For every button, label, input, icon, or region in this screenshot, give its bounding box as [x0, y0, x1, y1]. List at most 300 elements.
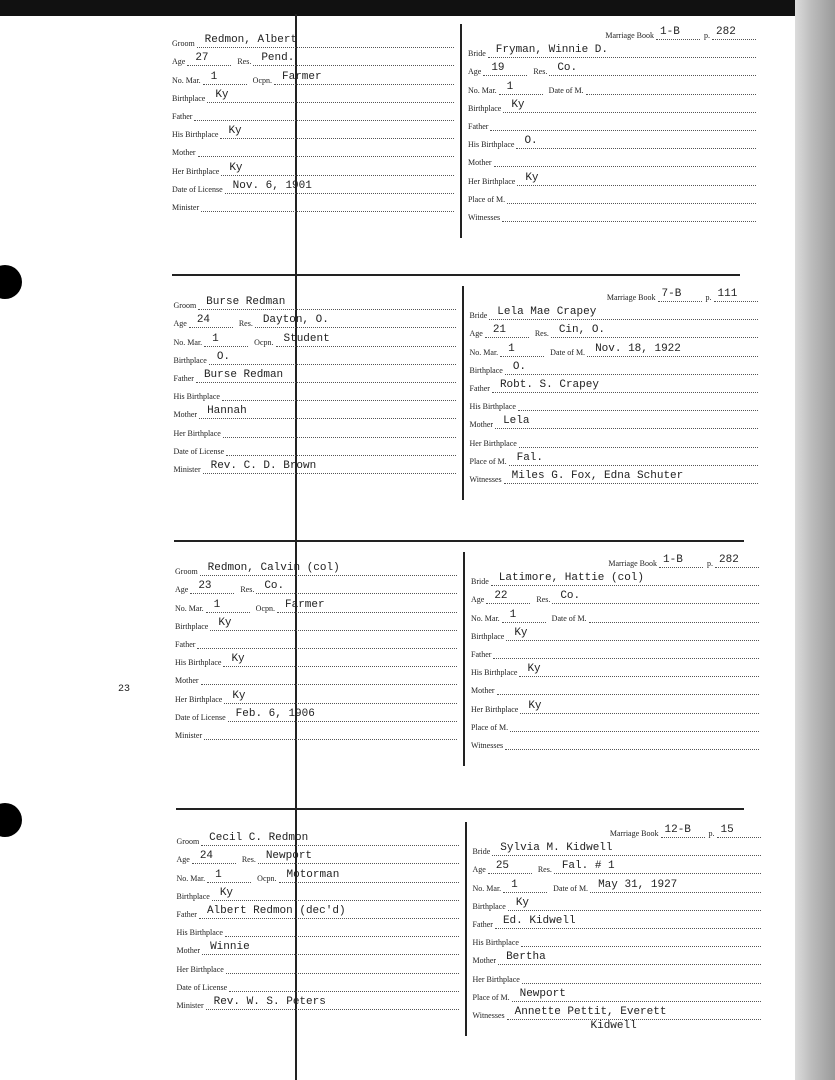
field-row	[470, 375, 758, 393]
field-label: Witnesses	[472, 1010, 505, 1020]
field-value: Ky	[517, 171, 756, 186]
field-row	[468, 95, 756, 113]
field-label: Minister	[172, 202, 200, 212]
field-value: Fal. # 1	[554, 859, 761, 874]
field-row	[473, 856, 761, 874]
field-row	[471, 604, 759, 622]
field-value: Ky	[223, 652, 457, 667]
field-label: Age	[468, 67, 482, 77]
field-value: Ky	[503, 98, 756, 113]
field-value	[225, 922, 459, 937]
field-label: Age	[176, 855, 190, 865]
field-label: Birthplace	[471, 631, 505, 641]
witnesses-continued: Kidwell	[590, 1019, 637, 1032]
field-row	[175, 631, 457, 649]
field-label: Father	[471, 649, 492, 659]
field-value: 1	[204, 332, 248, 347]
field-row	[468, 58, 756, 76]
field-label: Date of M.	[550, 347, 586, 357]
field-label: Her Birthplace	[176, 964, 224, 974]
field-value: Ed. Kidwell	[495, 914, 761, 929]
field-row	[473, 984, 761, 1002]
field-row	[175, 649, 457, 667]
field-row	[473, 965, 761, 983]
field-value: Albert Redmon (dec'd)	[199, 904, 459, 919]
field-value: Winnie	[202, 940, 458, 955]
field-value: 24	[189, 313, 233, 328]
book-page: 111	[714, 287, 758, 302]
book-number: 1-B	[659, 553, 703, 568]
field-label: Minister	[173, 464, 201, 474]
field-row	[473, 911, 761, 929]
field-value: Motorman	[279, 868, 459, 883]
field-label: Witnesses	[471, 740, 504, 750]
field-label: Birthplace	[472, 901, 506, 911]
field-row	[175, 558, 457, 576]
field-row	[177, 992, 459, 1010]
field-row	[473, 838, 761, 856]
field-row	[471, 586, 759, 604]
field-row	[470, 338, 758, 356]
field-row	[174, 383, 456, 401]
field-row	[174, 456, 456, 474]
field-row	[468, 76, 756, 94]
field-value: 25	[488, 859, 532, 874]
field-label: Age	[471, 595, 485, 605]
field-value: 27	[187, 51, 231, 66]
groom-column	[175, 552, 457, 740]
field-row	[172, 66, 454, 84]
book-number: 1-B	[656, 25, 700, 40]
field-value: Fal.	[509, 451, 758, 466]
field-label: His Birthplace	[468, 140, 515, 150]
field-label: No. Mar.	[172, 75, 201, 85]
field-value: Sylvia M. Kidwell	[492, 841, 760, 856]
bride-column	[462, 286, 758, 500]
field-row	[470, 411, 758, 429]
field-label: p.	[708, 829, 715, 838]
field-label: Age	[173, 319, 187, 329]
field-label: Her Birthplace	[472, 974, 520, 984]
field-row	[473, 874, 761, 892]
field-label: Ocpn.	[257, 873, 277, 883]
field-value: Redmon, Albert	[197, 33, 454, 48]
field-label: Res.	[537, 865, 552, 875]
field-label: Res.	[237, 57, 252, 67]
field-row	[174, 365, 456, 383]
field-row	[177, 937, 459, 955]
witnesses-continued	[468, 222, 756, 238]
field-label: Mother	[172, 148, 196, 158]
field-value: Redmon, Calvin (col)	[200, 561, 457, 576]
field-value	[229, 977, 458, 992]
field-label: Mother	[173, 410, 198, 420]
field-label: p.	[705, 293, 712, 302]
field-value: Ky	[220, 124, 454, 139]
field-label: Her Birthplace	[175, 694, 223, 704]
field-value	[518, 396, 758, 411]
field-label: Witnesses	[469, 474, 502, 484]
field-label: Groom	[176, 837, 200, 847]
field-label: His Birthplace	[472, 938, 519, 948]
field-label: Mother	[471, 686, 495, 696]
field-label: Mother	[469, 420, 494, 430]
field-label: Res.	[238, 319, 253, 329]
field-label: Place of M.	[469, 456, 507, 466]
field-label: Date of License	[176, 982, 228, 992]
field-value	[497, 680, 759, 695]
field-row	[468, 149, 756, 167]
field-value	[490, 116, 756, 131]
field-row	[471, 623, 759, 641]
field-row	[473, 947, 761, 965]
field-value: Dayton, O.	[255, 313, 456, 328]
field-value: Ky	[210, 616, 457, 631]
field-label: His Birthplace	[173, 392, 220, 402]
field-label: Res.	[533, 67, 548, 77]
field-row	[177, 846, 459, 864]
field-label: p.	[704, 31, 710, 40]
field-row	[468, 40, 756, 58]
field-value: Hannah	[199, 404, 455, 419]
field-label: Marriage Book	[605, 31, 654, 40]
field-row	[473, 929, 761, 947]
field-value: 1	[203, 70, 247, 85]
field-label: Father	[175, 639, 196, 649]
field-label: Groom	[173, 301, 197, 311]
field-label: Ocpn.	[252, 75, 272, 85]
field-value: Co.	[552, 589, 759, 604]
field-label: Birthplace	[175, 621, 209, 631]
field-value: Fryman, Winnie D.	[488, 43, 756, 58]
field-label: Ocpn.	[255, 603, 275, 613]
card-separator	[176, 808, 744, 810]
field-row	[471, 659, 759, 677]
field-row	[471, 695, 759, 713]
field-label: Her Birthplace	[469, 438, 517, 448]
field-value: 21	[485, 323, 529, 338]
field-value: May 31, 1927	[590, 878, 760, 893]
field-value	[223, 423, 456, 438]
field-row	[471, 677, 759, 695]
field-value	[222, 386, 456, 401]
field-value	[226, 441, 455, 456]
field-row	[172, 121, 454, 139]
field-label: Her Birthplace	[471, 704, 519, 714]
field-value	[519, 433, 758, 448]
field-row	[468, 204, 756, 222]
field-row	[470, 393, 758, 411]
field-row	[468, 113, 756, 131]
field-value: O.	[505, 360, 758, 375]
field-value: 1	[207, 868, 251, 883]
field-label: Date of M.	[551, 613, 587, 623]
field-value	[194, 106, 454, 121]
field-value: 1	[206, 598, 250, 613]
marriage-book-ref	[471, 552, 759, 568]
field-row	[175, 704, 457, 722]
field-row	[175, 576, 457, 594]
field-label: Mother	[175, 676, 199, 686]
field-row	[175, 594, 457, 612]
field-value: 1	[502, 608, 546, 623]
witnesses-continued	[471, 750, 759, 766]
book-number: 7-B	[658, 287, 702, 302]
field-label: His Birthplace	[172, 130, 219, 140]
marriage-book-ref	[473, 822, 761, 838]
field-value	[586, 80, 756, 95]
field-value: Ky	[508, 896, 761, 911]
field-label: Date of M.	[548, 85, 584, 95]
field-label: No. Mar.	[471, 613, 500, 623]
field-row	[174, 438, 456, 456]
witnesses-continued	[470, 484, 758, 500]
field-label: Bride	[468, 49, 486, 59]
field-label: Father	[173, 373, 194, 383]
field-label: Father	[176, 909, 197, 919]
field-value: Ky	[207, 88, 454, 103]
field-value: Ky	[212, 886, 459, 901]
field-row	[468, 167, 756, 185]
field-row	[470, 448, 758, 466]
field-value: Ky	[506, 626, 759, 641]
field-value: Co.	[256, 579, 457, 594]
field-row	[172, 139, 454, 157]
field-label: Res.	[240, 585, 255, 595]
field-row	[177, 901, 459, 919]
field-label: His Birthplace	[176, 928, 223, 938]
field-label: Groom	[175, 567, 198, 577]
field-row	[172, 157, 454, 175]
field-value	[505, 735, 759, 750]
field-label: Date of License	[172, 184, 223, 194]
groom-column	[174, 286, 456, 474]
field-value	[198, 142, 454, 157]
field-label: p.	[707, 559, 713, 568]
field-label: His Birthplace	[175, 658, 222, 668]
field-value: O.	[516, 134, 756, 149]
field-value: Robt. S. Crapey	[492, 378, 758, 393]
field-row	[177, 955, 459, 973]
field-label: Father	[469, 383, 490, 393]
field-value: Burse Redman	[198, 295, 455, 310]
field-value: 24	[192, 849, 236, 864]
field-value: O.	[209, 350, 456, 365]
field-row	[174, 292, 456, 310]
field-value	[204, 725, 457, 740]
field-row	[172, 85, 454, 103]
field-row	[177, 974, 459, 992]
field-label: No. Mar.	[175, 603, 204, 613]
field-row	[174, 401, 456, 419]
field-row	[174, 347, 456, 365]
field-row	[172, 194, 454, 212]
bride-column	[463, 552, 759, 766]
field-value: Ky	[221, 161, 454, 176]
field-row	[175, 667, 457, 685]
field-row	[470, 357, 758, 375]
field-label: Place of M.	[468, 194, 506, 204]
field-label: Father	[468, 121, 489, 131]
field-value: Newport	[512, 987, 761, 1002]
margin-note: 23	[118, 684, 131, 695]
field-value: Pend.	[253, 51, 454, 66]
field-value: Bertha	[498, 950, 760, 965]
field-row	[471, 568, 759, 586]
field-row	[174, 310, 456, 328]
field-label: Marriage Book	[606, 293, 656, 302]
field-row	[471, 714, 759, 732]
field-row	[172, 30, 454, 48]
field-row	[470, 429, 758, 447]
field-value: Co.	[549, 61, 756, 76]
field-label: Birthplace	[173, 355, 207, 365]
field-label: Mother	[468, 158, 492, 168]
field-value: Newport	[258, 849, 459, 864]
field-row	[468, 131, 756, 149]
field-label: Her Birthplace	[172, 166, 220, 176]
field-value	[493, 644, 759, 659]
field-label: Birthplace	[469, 365, 503, 375]
marriage-book-ref	[468, 24, 756, 40]
field-value: 1	[500, 342, 544, 357]
marriage-book-ref	[470, 286, 758, 302]
field-label: Groom	[172, 39, 195, 49]
field-label: Date of M.	[553, 883, 589, 893]
field-row	[473, 1002, 761, 1020]
groom-column	[172, 24, 454, 212]
field-label: Res.	[534, 329, 549, 339]
field-label: Witnesses	[468, 212, 501, 222]
field-label: No. Mar.	[173, 337, 203, 347]
field-label: Res.	[536, 595, 551, 605]
book-number: 12-B	[661, 823, 705, 838]
card-separator	[174, 540, 744, 542]
field-value	[522, 969, 761, 984]
field-value	[226, 959, 459, 974]
field-value: Farmer	[274, 70, 454, 85]
field-row	[177, 864, 459, 882]
field-row	[470, 466, 758, 484]
field-value	[502, 207, 756, 222]
field-value: Rev. W. S. Peters	[206, 995, 459, 1010]
field-label: Bride	[471, 577, 489, 587]
punch-hole	[0, 803, 22, 837]
field-label: Birthplace	[176, 891, 210, 901]
field-label: No. Mar.	[469, 347, 499, 357]
groom-column	[177, 822, 459, 1010]
field-row	[471, 732, 759, 750]
field-row	[468, 186, 756, 204]
field-value	[507, 189, 756, 204]
field-label: Marriage Book	[608, 559, 657, 568]
card-separator	[172, 274, 740, 276]
field-value: Ky	[224, 689, 457, 704]
field-value	[201, 670, 457, 685]
field-label: His Birthplace	[469, 402, 516, 412]
field-label: No. Mar.	[472, 883, 502, 893]
field-value: 1	[503, 878, 547, 893]
field-value	[197, 634, 457, 649]
field-value	[589, 608, 759, 623]
field-value: Burse Redman	[196, 368, 456, 383]
field-value	[521, 932, 761, 947]
book-page: 282	[712, 25, 756, 40]
field-value: Lela Mae Crapey	[489, 305, 757, 320]
field-row	[177, 883, 459, 901]
field-value: Miles G. Fox, Edna Schuter	[504, 469, 758, 484]
field-row	[172, 48, 454, 66]
field-value: Cecil C. Redmon	[201, 831, 458, 846]
field-label: Place of M.	[471, 722, 509, 732]
field-label: Birthplace	[172, 93, 206, 103]
field-value: Lela	[495, 414, 757, 429]
field-row	[174, 328, 456, 346]
field-row	[177, 828, 459, 846]
field-row	[172, 176, 454, 194]
field-row	[470, 302, 758, 320]
field-label: Date of License	[175, 712, 226, 722]
field-row	[175, 722, 457, 740]
field-value: Farmer	[277, 598, 457, 613]
field-label: Age	[172, 57, 186, 67]
field-label: Place of M.	[472, 992, 510, 1002]
field-value: Ky	[519, 662, 759, 677]
field-value	[510, 717, 759, 732]
field-label: No. Mar.	[468, 85, 497, 95]
field-value: Ky	[520, 699, 759, 714]
field-label: Res.	[241, 855, 256, 865]
field-row	[471, 641, 759, 659]
field-value: 19	[483, 61, 527, 76]
field-label: Minister	[175, 730, 203, 740]
field-label: Birthplace	[468, 103, 502, 113]
field-row	[470, 320, 758, 338]
field-row	[177, 919, 459, 937]
field-value: Nov. 6, 1901	[225, 179, 454, 194]
bride-column	[465, 822, 761, 1036]
field-label: Ocpn.	[254, 337, 274, 347]
field-row	[175, 613, 457, 631]
field-label: Age	[472, 865, 486, 875]
field-value: Nov. 18, 1922	[587, 342, 757, 357]
field-label: Father	[472, 919, 493, 929]
field-label: Minister	[176, 1000, 204, 1010]
field-value: Student	[276, 332, 456, 347]
field-row	[174, 419, 456, 437]
field-label: No. Mar.	[176, 873, 206, 883]
field-value	[201, 197, 454, 212]
field-value: Cin, O.	[551, 323, 758, 338]
punch-hole	[0, 265, 22, 299]
field-label: Mother	[176, 946, 201, 956]
book-page: 282	[715, 553, 759, 568]
field-label: Age	[469, 329, 483, 339]
bride-column	[460, 24, 756, 238]
field-row	[172, 103, 454, 121]
field-label: Age	[175, 585, 189, 595]
field-value: 1	[499, 80, 543, 95]
field-value: 22	[486, 589, 530, 604]
field-label: Father	[172, 111, 193, 121]
field-row	[175, 685, 457, 703]
field-label: Her Birthplace	[468, 176, 516, 186]
field-value: Feb. 6, 1906	[228, 707, 457, 722]
field-value: 23	[190, 579, 234, 594]
field-value: Annette Pettit, Everett	[507, 1005, 761, 1020]
field-value: Latimore, Hattie (col)	[491, 571, 759, 586]
field-label: Bride	[472, 847, 491, 857]
